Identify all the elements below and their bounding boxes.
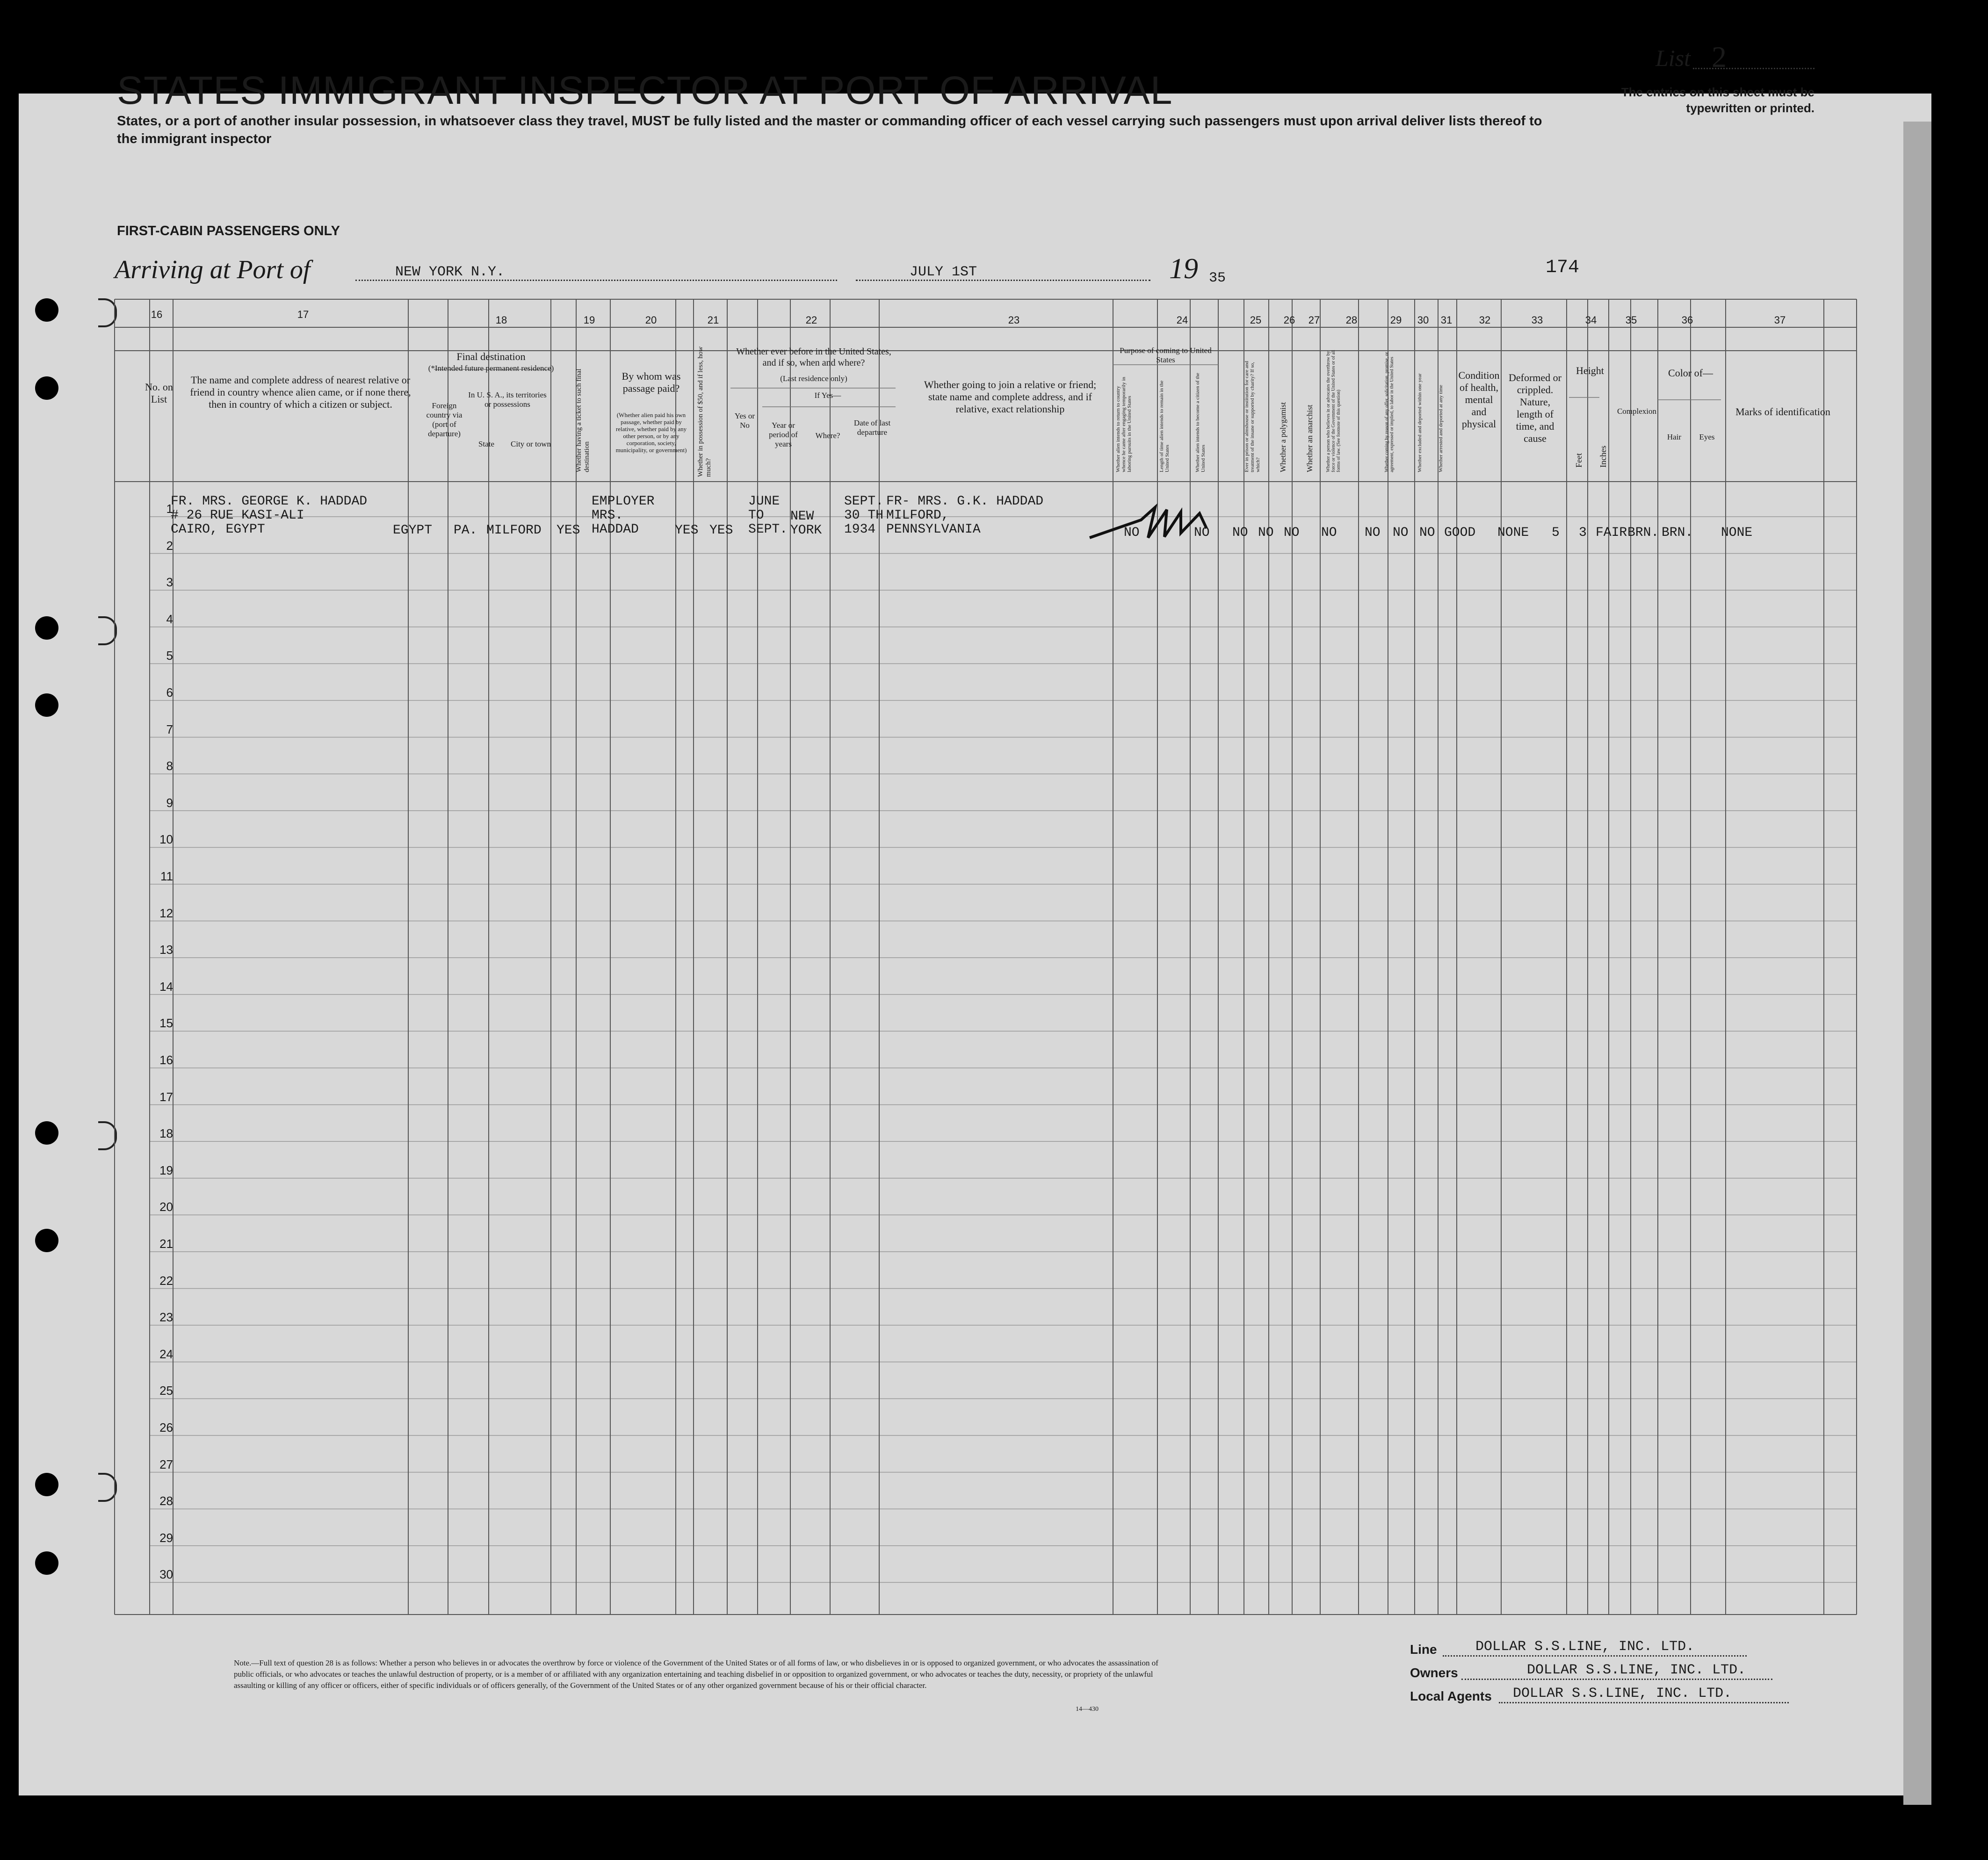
entry-overthrow: NO <box>1321 526 1337 540</box>
entries-note: The entries on this sheet must be typewritten or printed. <box>1621 85 1815 115</box>
row-number: 28 <box>159 1494 173 1508</box>
header-passage-paid-note: (Whether alien paid his own passage, whether paid by relative, whether paid by any other person, or by any corporation, society, municipality, or government) <box>615 411 687 454</box>
agents-value: DOLLAR S.S.LINE, INC. LTD. <box>1513 1686 1732 1701</box>
arriving-label: Arriving at Port of <box>115 255 311 284</box>
col-33-num: 33 <box>1531 314 1543 326</box>
header-excluded: Whether excluded and deported within one year <box>1417 373 1423 472</box>
entry-passage-line1: EMPLOYER <box>592 494 655 509</box>
row-number: 17 <box>159 1089 173 1104</box>
year-prefix: 19 <box>1169 253 1198 285</box>
col-29-num: 29 <box>1390 314 1402 326</box>
list-label: List <box>1655 45 1691 71</box>
header-relative: The name and complete address of nearest relative or friend in country whence alien came, or if none there, then in country of which a citizen or subject. <box>190 374 411 410</box>
entry-joining-line2: MILFORD, <box>886 508 949 523</box>
header-offer-labor: Whether coming by reason of any offer, solicitation, promise, or agreement, expressed or implied, to labor in the United States <box>1384 352 1395 472</box>
header-complexion: Complexion <box>1617 407 1657 416</box>
entry-where-line1: NEW <box>790 509 814 524</box>
header-joining: Whether going to join a relative or friend; state name and complete address, and if relative, exact relationship <box>924 379 1097 415</box>
entry-passage-line3: HADDAD <box>592 522 639 537</box>
col-30-num: 30 <box>1417 314 1429 326</box>
agents-label: Local Agents <box>1410 1689 1492 1703</box>
row-number: 18 <box>159 1126 173 1141</box>
col-16-num: 16 <box>151 309 163 320</box>
header-height: Height <box>1576 365 1604 376</box>
entry-before-in-us: YES <box>709 523 733 538</box>
header-yes-no: Yes or No <box>734 411 755 430</box>
row-number: 9 <box>166 795 173 810</box>
page-subtitle: States, or a port of another insular possession, in whatsoever class they travel, MUST be fully listed and the master or commanding officer of each vessel carrying such passengers must upon arrival deliver lists thereof to the immigrant inspector <box>117 114 1542 146</box>
entry-departure-line3: 1934 <box>844 522 876 537</box>
col-20-num: 20 <box>645 314 657 326</box>
col-36-num: 36 <box>1681 314 1693 326</box>
date-value: JULY 1ST <box>910 264 977 280</box>
row-number: 14 <box>159 979 173 994</box>
line-underline <box>1443 1655 1747 1657</box>
row-number: 20 <box>159 1200 173 1214</box>
entry-departure-line2: 30 TH <box>844 508 884 523</box>
header-final-destination: Final destination <box>456 351 526 362</box>
line-value: DOLLAR S.S.LINE, INC. LTD. <box>1475 1639 1695 1655</box>
entry-health: GOOD <box>1444 526 1476 540</box>
row-number: 15 <box>159 1016 173 1031</box>
row-number: 16 <box>159 1053 173 1067</box>
header-where: Where? <box>815 431 840 440</box>
entry-offer-labor: NO <box>1365 526 1381 540</box>
entry-citizen: NO <box>1194 526 1210 540</box>
row-number: 29 <box>159 1530 173 1545</box>
col-21-num: 21 <box>707 314 719 326</box>
header-health: Condition of health, mental and physical <box>1458 369 1500 430</box>
entry-anarchist: NO <box>1284 526 1300 540</box>
port-value: NEW YORK N.Y. <box>395 264 505 280</box>
entry-period-line2: TO <box>748 508 764 523</box>
entry-intends-return: NO <box>1124 526 1140 540</box>
owners-label: Owners <box>1410 1665 1458 1680</box>
entry-hair: BRN. <box>1627 526 1659 540</box>
entry-relative-line3: CAIRO, EGYPT <box>171 522 265 537</box>
row-number: 4 <box>166 612 173 626</box>
col-31-num: 31 <box>1440 314 1453 326</box>
col-28-num: 28 <box>1345 314 1358 326</box>
entry-excluded: NO <box>1393 526 1409 540</box>
entry-marks: NONE <box>1721 526 1753 540</box>
entry-feet: 5 <box>1552 526 1560 540</box>
col-27-num: 27 <box>1308 314 1320 326</box>
entry-foreign-country: EGYPT <box>393 523 433 538</box>
entry-joining-line1: FR- MRS. G.K. HADDAD <box>886 494 1044 509</box>
row-number: 3 <box>166 575 173 590</box>
header-in-usa: In U. S. A., its territories or possessions <box>468 390 547 409</box>
year-suffix: 35 <box>1209 270 1226 286</box>
row-number: 13 <box>159 943 173 957</box>
header-length-stay: Length of time alien intends to remain in the United States <box>1159 380 1170 472</box>
signature-scribble <box>1090 507 1207 538</box>
header-color-of: Color of— <box>1668 367 1713 379</box>
form-number: 14—430 <box>1076 1706 1099 1713</box>
header-passage-paid: By whom was passage paid? <box>622 370 681 394</box>
row-number: 2 <box>166 538 173 553</box>
agents-underline <box>1499 1702 1789 1703</box>
row-number: 1 <box>166 502 173 516</box>
col-26-num: 26 <box>1283 314 1295 326</box>
row-number: 21 <box>159 1237 173 1251</box>
entry-where-line2: YORK <box>790 523 822 538</box>
entry-joining-line3: PENNSYLVANIA <box>886 522 981 537</box>
row-number: 22 <box>159 1273 173 1288</box>
header-inches: Inches <box>1598 446 1608 468</box>
footnote: Note.—Full text of question 28 is as follows: Whether a person who believes in or advocates the overthrow by force or violence of the Government of the United States or of all forms of law, or who disbelieves in or is opposed to organized government, or who advocates the assassination of public officials, or who advocates or teaches the unlawful destruction of property, or is a member of or affiliated with any organization entertaining and teaching disbelief in or opposition to organized government, or who advocates or teaches the duty, necessity, or propriety of the unlawful assaulting or killing of any officer or officers, either of specific individuals or of officers generally, of the Government of the United States or of any other organized government because of his or their official character. <box>234 1658 1158 1690</box>
header-city: City or town <box>511 440 551 448</box>
header-deformed: Deformed or crippled. Nature, length of time, and cause <box>1508 372 1561 444</box>
header-possession-50: Whether in possession of $50, and if less, how much? <box>697 346 712 477</box>
header-feet: Feet <box>1574 453 1583 468</box>
header-marks: Marks of identification <box>1735 406 1830 418</box>
entry-departure-line1: SEPT. <box>844 494 884 509</box>
header-purpose: Purpose of coming to United States <box>1120 346 1212 364</box>
page-title: STATES IMMIGRANT INSPECTOR AT PORT OF ARRIVAL <box>117 68 1173 112</box>
col-23-num: 23 <box>1008 314 1020 326</box>
header-before-note: (Last residence only) <box>780 374 847 383</box>
col-35-num: 35 <box>1625 314 1637 326</box>
entry-prison: NO <box>1232 526 1248 540</box>
stamp-number: 174 <box>1546 257 1580 278</box>
entry-inches: 3 <box>1579 526 1587 540</box>
header-if-yes: If Yes— <box>814 391 841 400</box>
row-number: 5 <box>166 649 173 663</box>
row-number: 25 <box>159 1384 173 1398</box>
entry-period-line3: SEPT. <box>748 522 788 537</box>
header-ticket: Whether having a ticket to such final destination <box>575 368 591 472</box>
row-number: 8 <box>166 759 173 773</box>
col-24-num: 24 <box>1176 314 1188 326</box>
row-number: 26 <box>159 1420 173 1435</box>
line-label: Line <box>1410 1642 1437 1657</box>
col-22-num: 22 <box>805 314 817 326</box>
entry-polygamist: NO <box>1258 526 1274 540</box>
header-before-in-us: Whether ever before in the United States, and if so, when and where? <box>736 346 891 368</box>
entry-complexion: FAIR <box>1596 526 1627 540</box>
row-number: 23 <box>159 1310 173 1325</box>
col-25-num: 25 <box>1250 314 1262 326</box>
header-intends-return: Whether alien intends to return to country whence he came after engaging temporarily in laboring pursuits in the United States <box>1115 376 1132 472</box>
header-year-period: Year or period of years <box>769 421 798 448</box>
header-anarchist: Whether an anarchist <box>1305 404 1314 472</box>
row-number: 10 <box>159 832 173 847</box>
col-34-num: 34 <box>1585 314 1597 326</box>
col-32-num: 32 <box>1479 314 1491 326</box>
header-no-on-list: No. on List <box>145 381 173 405</box>
list-number: 2 <box>1712 40 1727 73</box>
header-last-departure: Date of last departure <box>853 418 891 437</box>
row-number: 19 <box>159 1163 173 1177</box>
header-final-destination-note: (*Intended future permanent residence) <box>428 364 554 373</box>
col-37-num: 37 <box>1774 314 1786 326</box>
header-foreign-country: Foreign country via (port of departure) <box>426 401 463 438</box>
class-line: FIRST-CABIN PASSENGERS ONLY <box>117 223 340 238</box>
row-number: 24 <box>159 1347 173 1361</box>
entry-arrested: NO <box>1419 526 1435 540</box>
row-number: 11 <box>160 869 173 883</box>
col-17-num: 17 <box>297 309 309 320</box>
entry-state: PA. <box>454 523 477 538</box>
header-eyes: Eyes <box>1699 433 1715 441</box>
col-18-num: 18 <box>495 314 507 326</box>
entry-deformed: NONE <box>1497 526 1529 540</box>
header-polygamist: Whether a polygamist <box>1279 402 1287 472</box>
owners-underline <box>1461 1679 1772 1680</box>
header-hair: Hair <box>1667 433 1682 441</box>
entry-relative-line2: # 26 RUE KASI-ALI <box>171 508 304 523</box>
entry-possession-50: YES <box>675 523 699 538</box>
header-state: State <box>478 440 494 448</box>
entry-passage-line2: MRS. <box>592 508 623 523</box>
entry-period-line1: JUNE <box>748 494 780 509</box>
row-number: 6 <box>166 685 173 699</box>
owners-value: DOLLAR S.S.LINE, INC. LTD. <box>1527 1662 1746 1678</box>
row-number: 7 <box>166 722 173 736</box>
entry-relative-line1: FR. MRS. GEORGE K. HADDAD <box>171 494 368 509</box>
entry-eyes: BRN. <box>1662 526 1693 540</box>
entry-ticket: YES <box>557 523 580 538</box>
header-arrested: Whether arrested and deported at any time <box>1438 385 1444 472</box>
header-citizen: Whether alien intends to become a citizen of the United States <box>1195 373 1206 472</box>
row-number: 27 <box>159 1457 173 1471</box>
header-overthrow: Whether a person who believes in or advocates the overthrow by force or violence of the Government of the United States or of all forms of law. (See footnote of this question) <box>1326 350 1341 472</box>
entry-city: MILFORD <box>486 523 542 538</box>
col-19-num: 19 <box>583 314 595 326</box>
row-number: 12 <box>159 906 173 920</box>
header-prison: Ever in prison or almshouse or institution for care and treatment of the insane or supported by charity? If so, which? <box>1244 361 1261 472</box>
row-number: 30 <box>159 1567 173 1582</box>
